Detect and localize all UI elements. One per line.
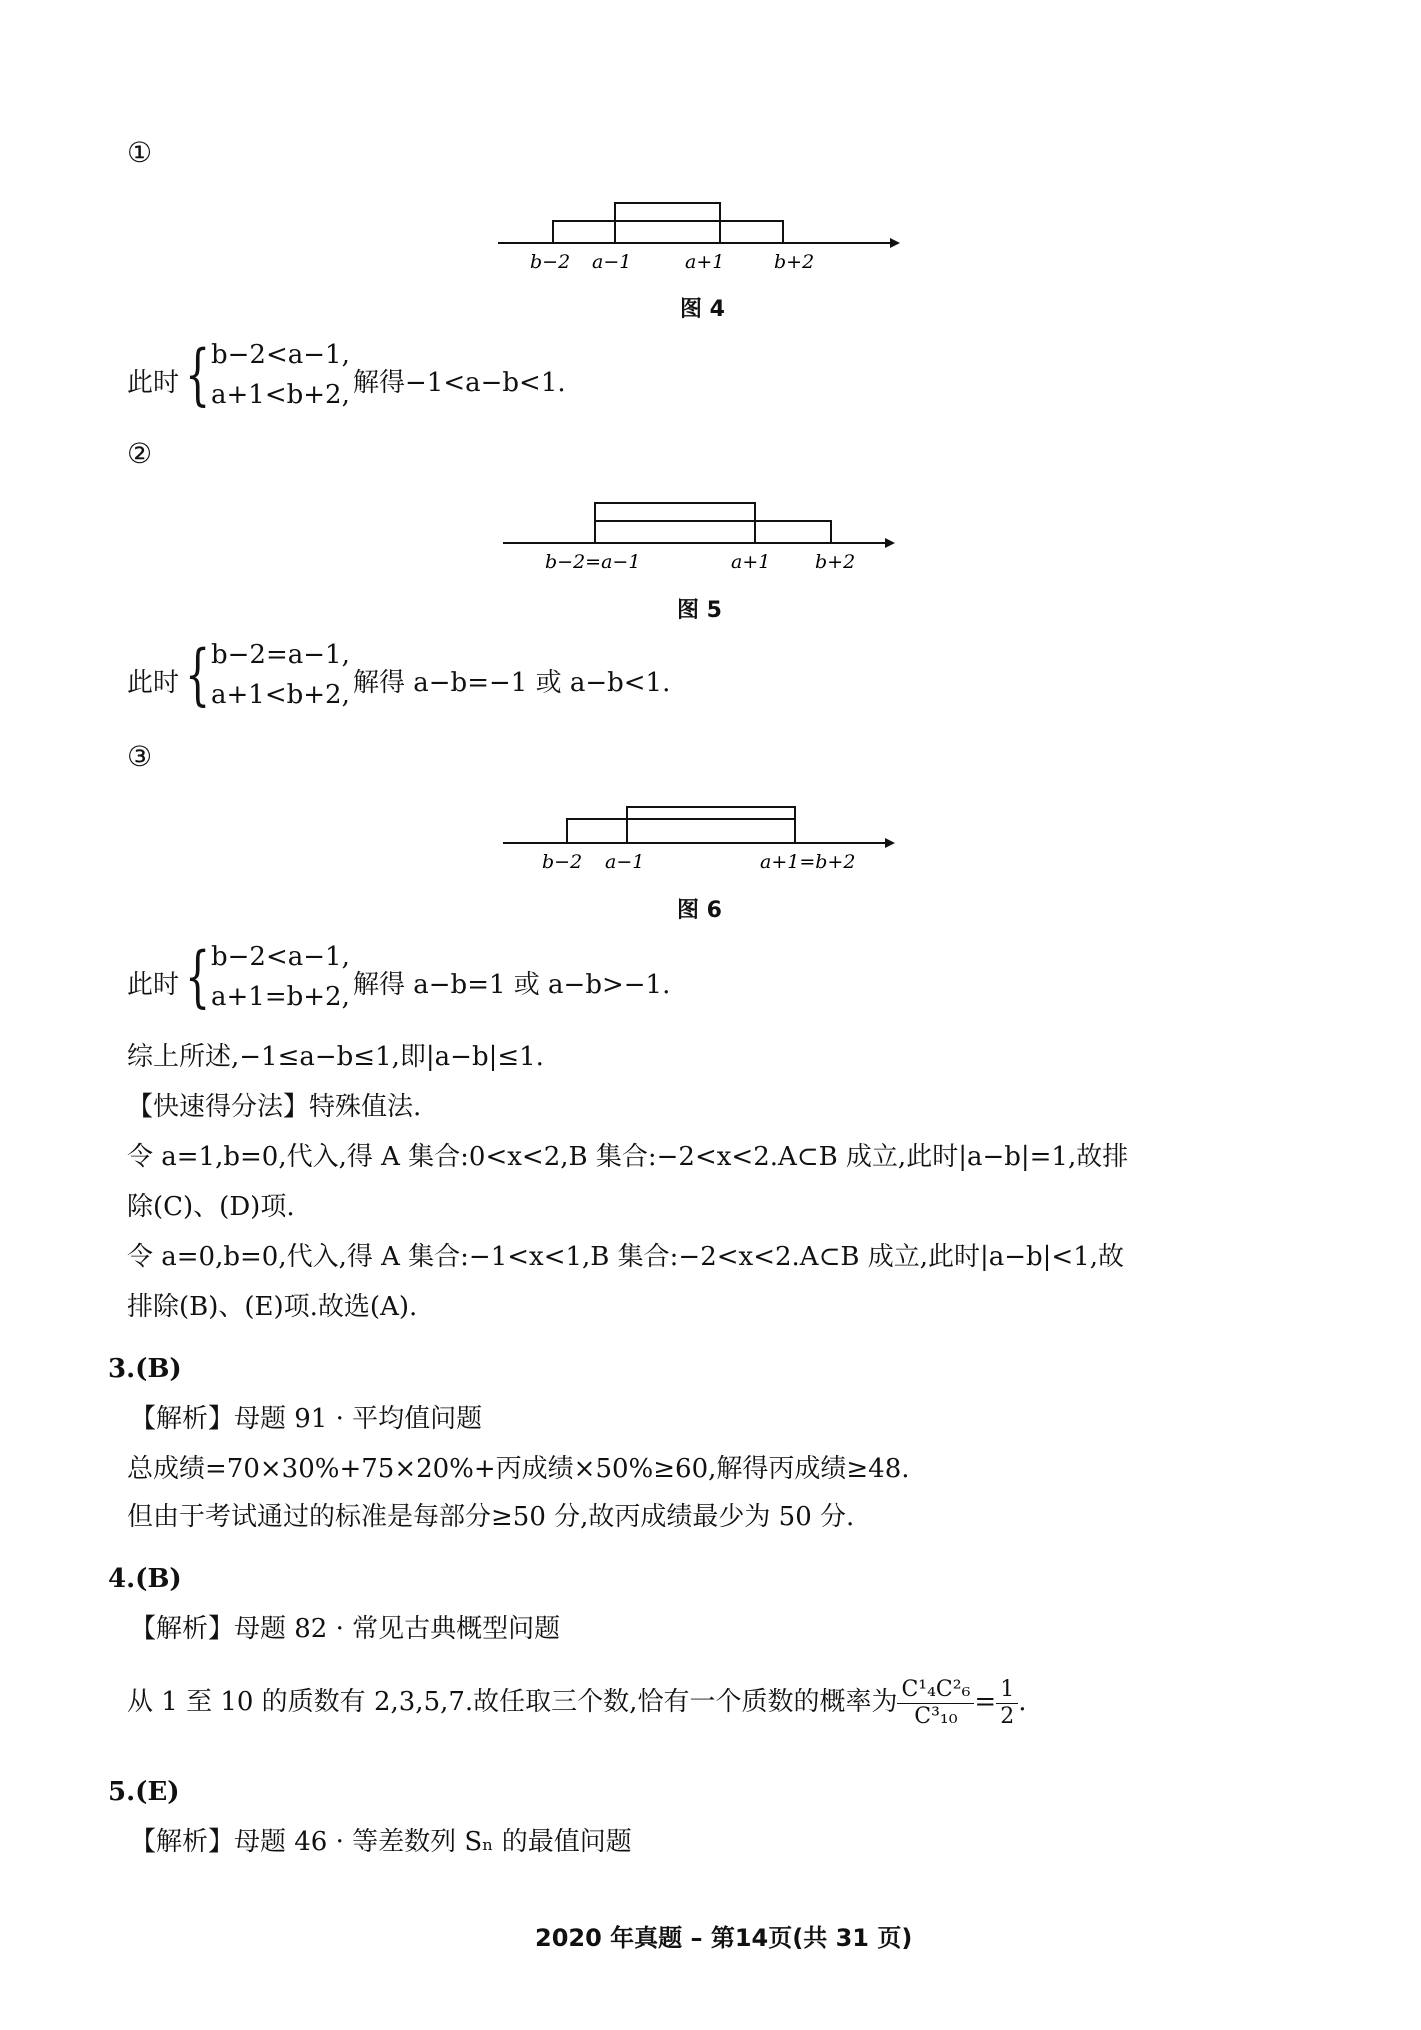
q3-answer: 3.(B) — [108, 1354, 182, 1384]
case1-inequality-1: b−2<a−1, — [211, 340, 350, 370]
case1-inequality-2: a+1<b+2, — [211, 380, 350, 410]
figure-6-number-line — [495, 795, 900, 875]
case3-result: 解得 a−b=1 或 a−b>−1. — [353, 970, 671, 1000]
case1-system — [127, 336, 727, 420]
q4-fraction-combination — [897, 1677, 974, 1730]
figure-5-number-line — [495, 495, 900, 575]
special-value-2-line-1: 令 a=0,b=0,代入,得 A 集合:−1<x<1,B 集合:−2<x<2.A⊂B 成立,此时|a−b|<1,故 — [127, 1242, 1125, 1272]
case3-marker: ③ — [127, 740, 153, 773]
q4-result-numerator: 1 — [996, 1677, 1018, 1704]
brace-icon: { — [185, 336, 211, 413]
case2-marker: ② — [127, 437, 153, 470]
figure-6-caption: 图 6 — [677, 898, 722, 923]
figure-5-label-a-plus-1: a+1 — [731, 551, 771, 573]
case3-lead: 此时 — [127, 970, 180, 1000]
case1-marker: ① — [127, 136, 153, 169]
figure-6-label-a-minus-1: a−1 — [605, 851, 645, 873]
case2-result: 解得 a−b=−1 或 a−b<1. — [353, 668, 671, 698]
q4-result-denominator: 2 — [1000, 1703, 1015, 1729]
q5-answer: 5.(E) — [108, 1777, 180, 1807]
figure-4-label-b-plus-2: b+2 — [774, 251, 815, 273]
summary-text: 综上所述,−1≤a−b≤1,即|a−b|≤1. — [127, 1042, 544, 1072]
q4-answer: 4.(B) — [108, 1564, 182, 1594]
figure-4-label-b-minus-2: b−2 — [530, 251, 571, 273]
case3-system — [127, 938, 827, 1022]
figure-4-number-line — [490, 195, 900, 275]
special-value-2-line-2: 排除(B)、(E)项.故选(A). — [127, 1292, 418, 1322]
q4-fraction-numerator: C¹₄C²₆ — [897, 1677, 974, 1704]
case1-result: 解得−1<a−b<1. — [353, 368, 566, 398]
case3-equation-2: a+1=b+2, — [211, 982, 350, 1012]
figure-4-interval-a — [615, 203, 720, 243]
figure-6-interval-a — [627, 807, 795, 843]
figure-6-label-a-plus-1-eq-b-plus-2: a+1=b+2 — [760, 851, 856, 873]
figure-4-interval-b — [553, 221, 783, 243]
q4-analysis-heading: 【解析】母题 82 · 常见古典概型问题 — [130, 1614, 561, 1644]
case2-system — [127, 636, 827, 720]
q4-fraction-denominator: C³₁₀ — [914, 1703, 958, 1729]
q3-text-line-2: 但由于考试通过的标准是每部分≥50 分,故丙成绩最少为 50 分. — [127, 1502, 855, 1532]
figure-5-interval-a — [595, 503, 755, 543]
figure-5-caption: 图 5 — [677, 598, 722, 623]
figure-5-interval-b — [595, 521, 831, 543]
q4-text: 从 1 至 10 的质数有 2,3,5,7.故任取三个数,恰有一个质数的概率为 — [127, 1687, 898, 1717]
figure-6-interval-b — [567, 819, 795, 843]
q4-text-line — [127, 1672, 1026, 1738]
case3-inequality-1: b−2<a−1, — [211, 942, 350, 972]
case2-inequality-2: a+1<b+2, — [211, 680, 350, 710]
q5-analysis-heading: 【解析】母题 46 · 等差数列 Sₙ 的最值问题 — [130, 1827, 632, 1857]
case2-equation-1: b−2=a−1, — [211, 640, 350, 670]
q3-analysis-heading: 【解析】母题 91 · 平均值问题 — [130, 1404, 483, 1434]
figure-4-label-a-minus-1: a−1 — [592, 251, 632, 273]
figure-5-label-b-plus-2: b+2 — [815, 551, 856, 573]
figure-4-label-a-plus-1: a+1 — [685, 251, 725, 273]
figure-4-caption: 图 4 — [680, 297, 725, 322]
figure-6-label-b-minus-2: b−2 — [542, 851, 583, 873]
brace-icon: { — [185, 938, 211, 1015]
page-footer: 2020 年真题 – 第14页(共 31 页) — [535, 1924, 913, 1952]
special-value-1-line-2: 除(C)、(D)项. — [127, 1192, 295, 1222]
brace-icon: { — [185, 636, 211, 713]
case2-lead: 此时 — [127, 668, 180, 698]
quick-method-heading: 【快速得分法】特殊值法. — [127, 1092, 422, 1122]
case1-lead: 此时 — [127, 368, 180, 398]
figure-5-label-b-minus-2-eq-a-minus-1: b−2=a−1 — [545, 551, 641, 573]
q4-fraction-result — [996, 1677, 1018, 1730]
q4-equals: = — [974, 1687, 997, 1717]
special-value-1-line-1: 令 a=1,b=0,代入,得 A 集合:0<x<2,B 集合:−2<x<2.A⊂B 成立,此时|a−b|=1,故排 — [127, 1142, 1129, 1172]
q4-period: . — [1018, 1687, 1027, 1717]
q3-text-line-1: 总成绩=70×30%+75×20%+丙成绩×50%≥60,解得丙成绩≥48. — [127, 1454, 910, 1484]
